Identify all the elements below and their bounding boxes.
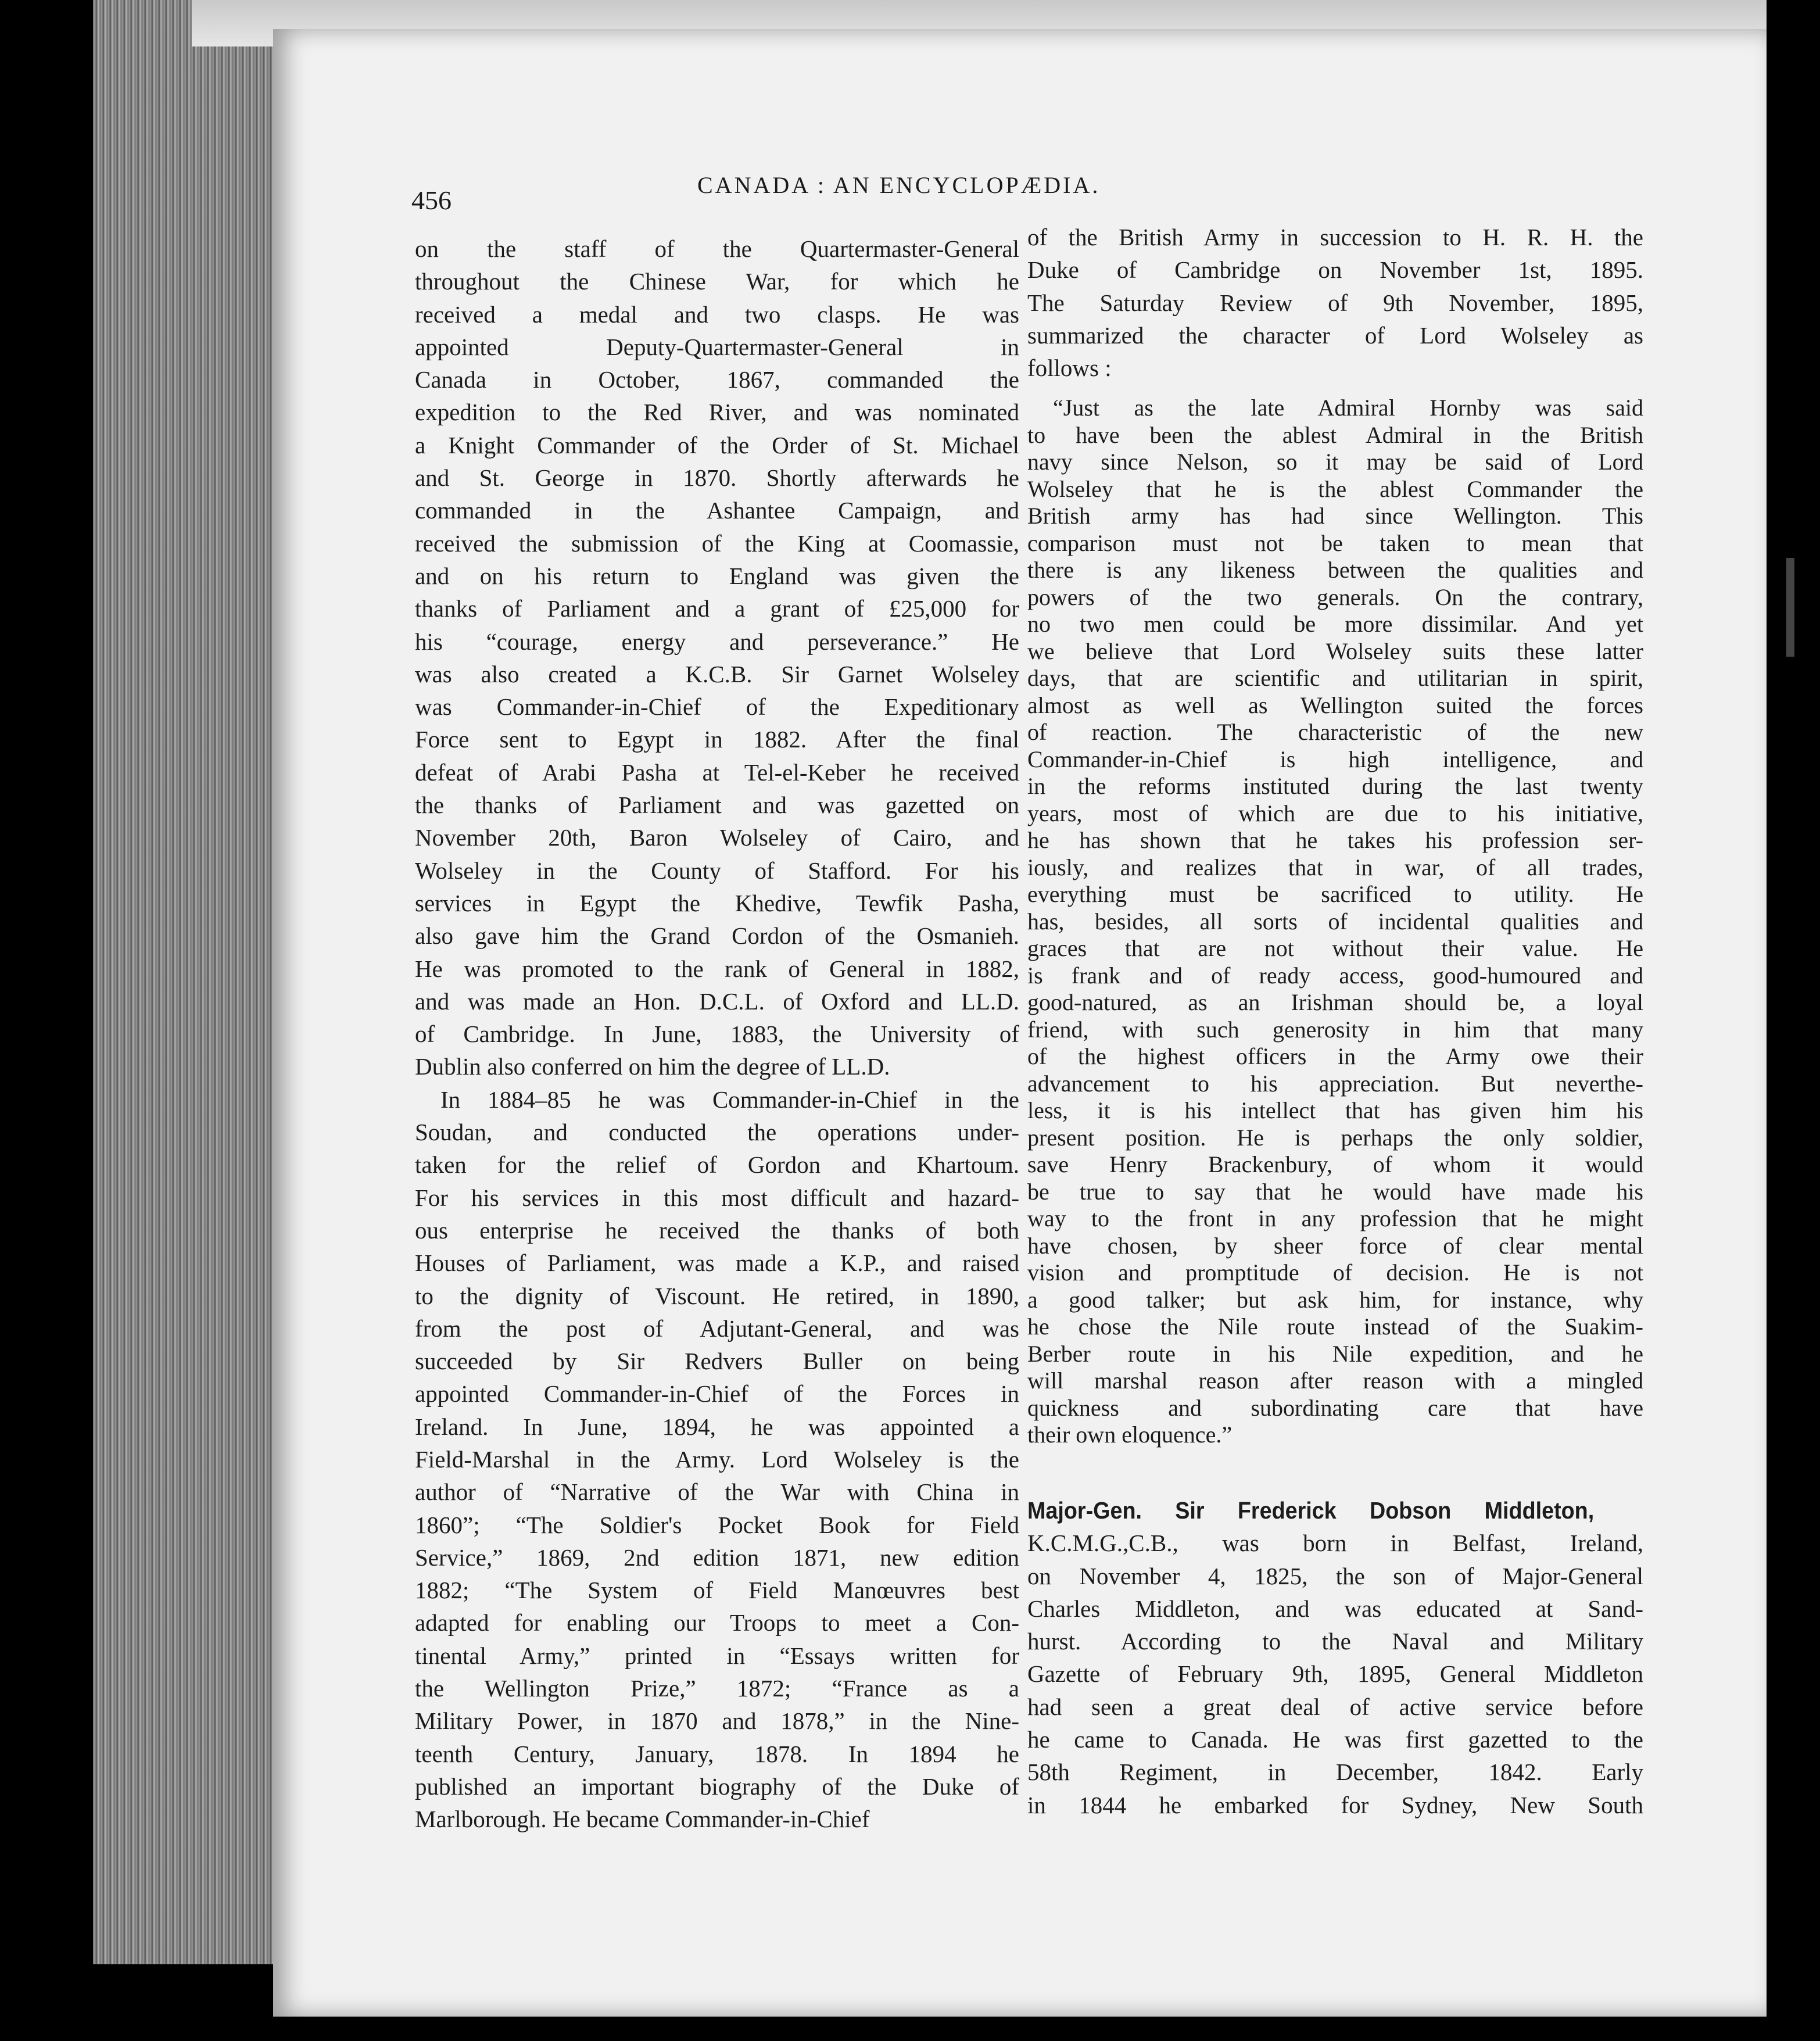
text-line: In 1884–85 he was Commander-in-Chief in the — [440, 1086, 1019, 1113]
text-line: tinental Army,” printed in “Essays written for — [415, 1642, 1019, 1669]
text-line: he came to Canada. He was first gazetted to the — [1027, 1726, 1643, 1753]
text-line: comparison must not be taken to mean that — [1027, 529, 1643, 556]
text-line: expedition to the Red River, and was nominated — [415, 399, 1019, 426]
text-line: commanded in the Ashantee Campaign, and — [415, 497, 1019, 524]
text-line: had seen a great deal of active service before — [1027, 1693, 1643, 1720]
page-number: 456 — [411, 185, 452, 215]
text-line: of the highest officers in the Army owe their — [1027, 1043, 1643, 1070]
middleton-entry — [1027, 1527, 1643, 1821]
text-line: published an important biography of the Duke of — [415, 1773, 1019, 1800]
text-line: to have been the ablest Admiral in the British — [1027, 421, 1643, 448]
text-line: November 20th, Baron Wolseley of Cairo, and — [415, 824, 1019, 851]
text-line: taken for the relief of Gordon and Khartoum. — [415, 1151, 1019, 1179]
text-line: appointed Commander-in-Chief of the Forces in — [415, 1380, 1019, 1408]
text-line: Gazette of February 9th, 1895, General Middleton — [1027, 1660, 1643, 1688]
right-column — [1027, 221, 1643, 1821]
text-line: was also created a K.C.B. Sir Garnet Wolseley — [415, 660, 1019, 688]
text-line: present position. He is perhaps the only soldier, — [1027, 1124, 1643, 1151]
text-line: services in Egypt the Khedive, Tewfik Pasha, — [415, 889, 1019, 916]
text-line: Charles Middleton, and was educated at Sand- — [1027, 1595, 1643, 1622]
text-line: on the staff of the Quartermaster-General — [415, 235, 1019, 262]
text-line: adapted for enabling our Troops to meet a Con- — [415, 1609, 1019, 1637]
text-line: Duke of Cambridge on November 1st, 1895. — [1027, 256, 1643, 284]
text-line: almost as well as Wellington suited the forces — [1027, 692, 1643, 718]
middleton-heading: Major-Gen. Sir Frederick Dobson Middleton, — [1027, 1496, 1595, 1524]
text-line: Berber route in his Nile expedition, and he — [1027, 1340, 1643, 1367]
scan-artifact — [1786, 558, 1794, 657]
text-line: years, most of which are due to his initiative, — [1027, 800, 1643, 826]
text-line: and on his return to England was given the — [415, 562, 1019, 589]
text-line: no two men could be more dissimilar. And yet — [1027, 611, 1643, 638]
text-line: Commander-in-Chief is high intelligence, and — [1027, 746, 1643, 772]
text-line: save Henry Brackenbury, of whom it would — [1027, 1151, 1643, 1178]
text-line: graces that are not without their value. He — [1027, 935, 1643, 962]
text-line: the Wellington Prize,” 1872; “France as a — [415, 1675, 1019, 1702]
text-line: be true to say that he would have made his — [1027, 1178, 1643, 1205]
text-line: less, it is his intellect that has given him his — [1027, 1097, 1643, 1124]
text-line: we believe that Lord Wolseley suits these latter — [1027, 638, 1643, 664]
text-line: Field-Marshal in the Army. Lord Wolseley is the — [415, 1445, 1019, 1473]
book-page-edges — [93, 0, 285, 1964]
text-line: hurst. According to the Naval and Military — [1027, 1628, 1643, 1655]
scan-border — [1767, 0, 1820, 2041]
text-line: in 1844 he embarked for Sydney, New South — [1027, 1791, 1643, 1818]
text-line: there is any likeness between the qualities and — [1027, 557, 1643, 583]
right-column-intro — [1027, 221, 1643, 384]
text-line: and St. George in 1870. Shortly afterwards he — [415, 464, 1019, 492]
text-line: Marlborough. He became Commander-in-Chief — [415, 1806, 870, 1833]
text-line: of Cambridge. In June, 1883, the University of — [415, 1020, 1019, 1048]
text-line: defeat of Arabi Pasha at Tel-el-Keber he received — [415, 758, 1019, 786]
text-line: thanks of Parliament and a grant of £25,000 for — [415, 595, 1019, 622]
text-line: and was made an Hon. D.C.L. of Oxford and LL.D. — [415, 987, 1019, 1015]
text-line: a Knight Commander of the Order of St. Michael — [415, 431, 1019, 459]
text-line: a good talker; but ask him, for instance, why — [1027, 1286, 1643, 1313]
text-line: also gave him the Grand Cordon of the Osmanieh. — [415, 922, 1019, 950]
text-line: powers of the two generals. On the contrary, — [1027, 583, 1643, 610]
text-line: “Just as the late Admiral Hornby was said — [1053, 395, 1643, 421]
running-head: CANADA : AN ENCYCLOPÆDIA. — [697, 172, 1101, 198]
text-line: Service,” 1869, 2nd edition 1871, new edition — [415, 1544, 1019, 1571]
text-line: everything must be sacrificed to utility. He — [1027, 881, 1643, 908]
text-line: teenth Century, January, 1878. In 1894 he — [415, 1740, 1019, 1767]
text-line: Wolseley in the County of Stafford. For his — [415, 857, 1019, 884]
text-line: ous enterprise he received the thanks of both — [415, 1216, 1019, 1244]
text-line: Force sent to Egypt in 1882. After the final — [415, 726, 1019, 753]
text-line: friend, with such generosity in him that many — [1027, 1016, 1643, 1043]
text-line: iously, and realizes that in war, of all trades, — [1027, 854, 1643, 880]
saturday-review-quote — [1027, 395, 1643, 1449]
text-line: of reaction. The characteristic of the new — [1027, 719, 1643, 746]
text-line: throughout the Chinese War, for which he — [415, 268, 1019, 295]
text-line: received the submission of the King at Coomassie, — [415, 529, 1019, 557]
text-line: good-natured, as an Irishman should be, a loyal — [1027, 989, 1643, 1016]
text-line: appointed Deputy-Quartermaster-General in — [415, 333, 1019, 360]
text-line: For his services in this most difficult and hazard- — [415, 1184, 1019, 1211]
text-line: was Commander-in-Chief of the Expeditionary — [415, 693, 1019, 721]
text-line: to the dignity of Viscount. He retired, in 1890, — [415, 1282, 1019, 1309]
text-line: Houses of Parliament, was made a K.P., and raised — [415, 1249, 1019, 1277]
text-line: the thanks of Parliament and was gazetted on — [415, 792, 1019, 819]
text-line: 1860”; “The Soldier's Pocket Book for Field — [415, 1511, 1019, 1538]
text-line: he chose the Nile route instead of the Suakim- — [1027, 1313, 1643, 1340]
text-line: their own eloquence.” — [1027, 1421, 1233, 1448]
text-line: 1882; “The System of Field Manœuvres best — [415, 1577, 1019, 1604]
text-line: he has shown that he takes his profession ser- — [1027, 827, 1643, 854]
text-line: on November 4, 1825, the son of Major-General — [1027, 1562, 1643, 1589]
text-line: vision and promptitude of decision. He is not — [1027, 1259, 1643, 1286]
text-line: succeeded by Sir Redvers Buller on being — [415, 1348, 1019, 1375]
text-line: is frank and of ready access, good-humoured and — [1027, 962, 1643, 989]
text-line: Dublin also conferred on him the degree of LL.D. — [415, 1053, 890, 1080]
text-line: follows : — [1027, 355, 1112, 382]
text-line: received a medal and two clasps. He was — [415, 300, 1019, 328]
text-line: in the reforms instituted during the last twenty — [1027, 773, 1643, 800]
text-line: days, that are scientific and utilitarian in spirit, — [1027, 665, 1643, 692]
text-line: author of “Narrative of the War with China in — [415, 1478, 1019, 1506]
left-column — [415, 232, 1019, 1836]
text-line: summarized the character of Lord Wolseley as — [1027, 321, 1643, 349]
text-line: He was promoted to the rank of General in 1882, — [415, 955, 1019, 982]
text-line: way to the front in any profession that he might — [1027, 1205, 1643, 1232]
text-line: Wolseley that he is the ablest Commander the — [1027, 475, 1643, 502]
text-line: have chosen, by sheer force of clear mental — [1027, 1232, 1643, 1259]
text-line: will marshal reason after reason with a mingled — [1027, 1367, 1643, 1394]
text-line: navy since Nelson, so it may be said of Lord — [1027, 449, 1643, 475]
text-line: Military Power, in 1870 and 1878,” in the Nine- — [415, 1707, 1019, 1735]
text-line: The Saturday Review of 9th November, 1895, — [1027, 289, 1643, 316]
text-line: 58th Regiment, in December, 1842. Early — [1027, 1759, 1643, 1786]
text-line: from the post of Adjutant-General, and was — [415, 1315, 1019, 1342]
text-line: quickness and subordinating care that have — [1027, 1394, 1643, 1421]
text-line: British army has had since Wellington. This — [1027, 503, 1643, 529]
text-line: K.C.M.G.,C.B., was born in Belfast, Ireland, — [1027, 1530, 1643, 1557]
text-line: of the British Army in succession to H. R. H. the — [1027, 224, 1643, 250]
text-line: advancement to his appreciation. But neverthe- — [1027, 1070, 1643, 1097]
text-line: has, besides, all sorts of incidental qualities and — [1027, 908, 1643, 934]
text-line: Canada in October, 1867, commanded the — [415, 366, 1019, 393]
text-line: Ireland. In June, 1894, he was appointed a — [415, 1413, 1019, 1440]
text-line: his “courage, energy and perseverance.” He — [415, 628, 1019, 655]
text-line: Soudan, and conducted the operations under- — [415, 1119, 1019, 1146]
